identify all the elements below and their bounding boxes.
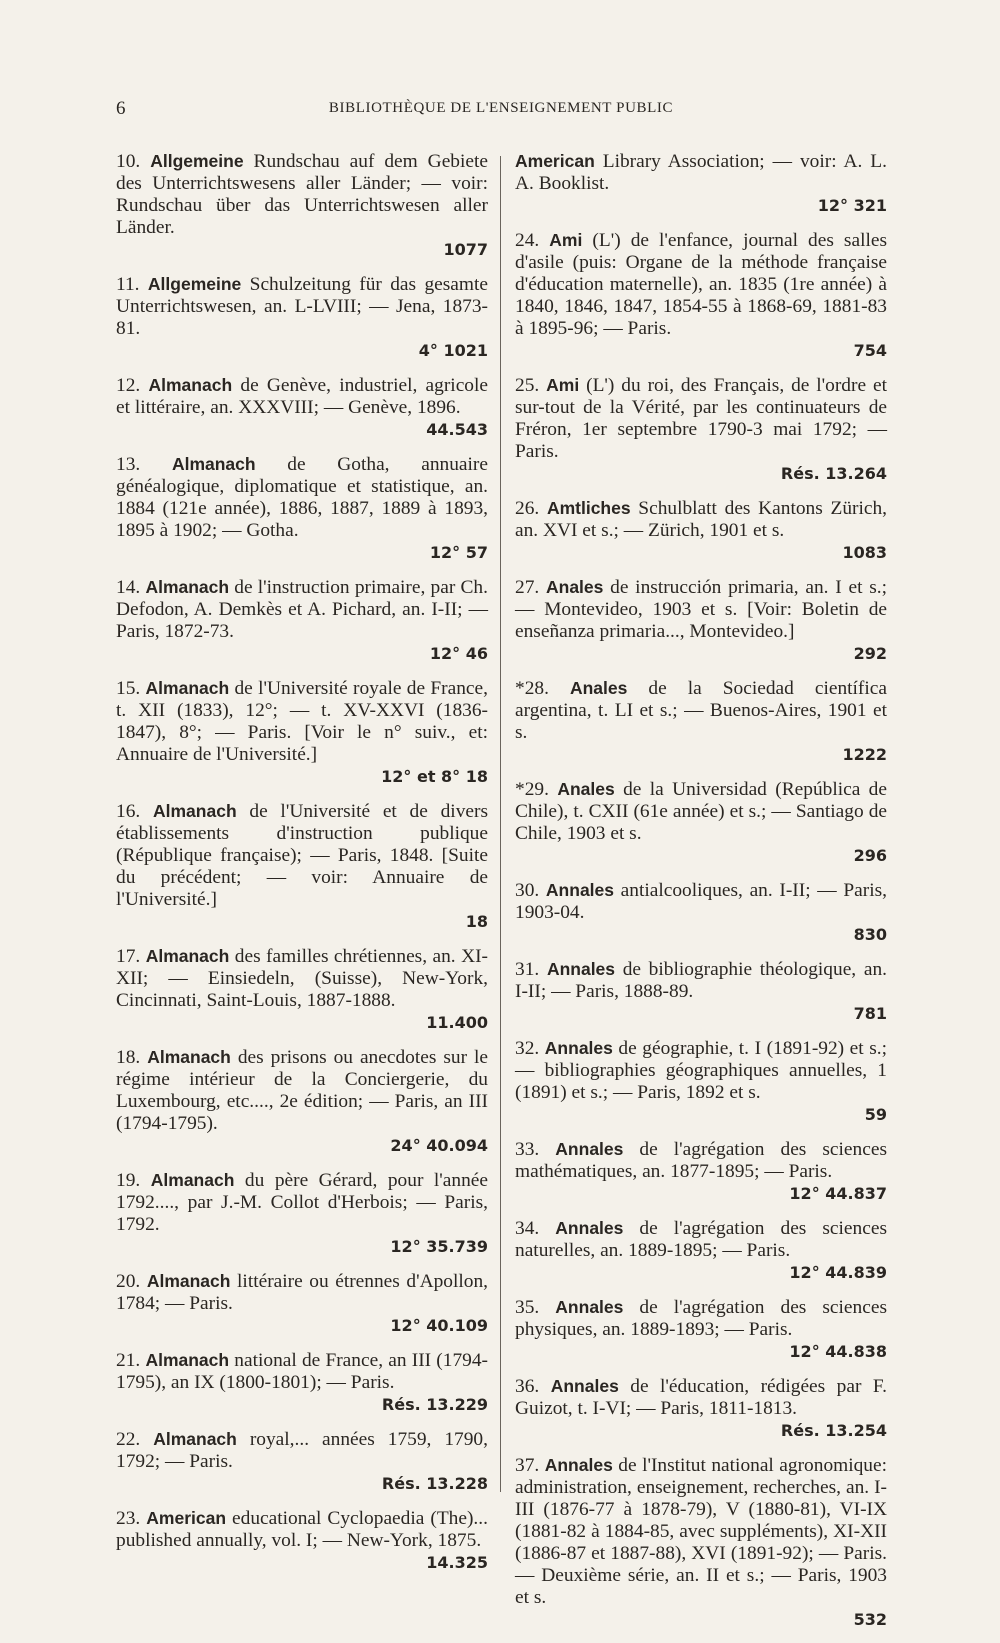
shelf-mark: Rés. 13.264 [780,464,887,483]
entry-text: de bibliographie théologique, an. I-II; — Paris, 1888-89. [515,959,887,1002]
shelf-mark: 12° 40.109 [390,1316,488,1335]
catalog-entry [515,1037,887,1126]
entry-number: 12. [116,375,141,396]
catalog-entry [515,497,887,564]
entry-text: Schulblatt des Kantons Zürich, an. XVI et s.; — Zürich, 1901 et s. [515,498,888,541]
catalog-entry [116,1428,488,1495]
shelf-mark: 1077 [443,240,488,259]
shelf-mark: 12° et 8° 18 [381,767,488,786]
entry-text: de la Universidad (República de Chile), t. CXII (61e année) et s.; — Santiago de Chile, 1903 et s. [515,779,887,844]
entry-title: Ami [546,375,580,395]
catalog-entry [515,1217,887,1284]
entry-title: Anales [546,577,604,597]
entry-number: 11. [116,274,140,295]
entry-title: Annales [555,1297,624,1317]
entry-title: Almanach [148,375,233,395]
shelf-mark: 24° 40.094 [390,1136,488,1155]
entry-text: de l'Université et de divers établissements d'instruction publique (République française); — Paris, 1848. [Suite du précédent; — voir: Annuaire de l'Université.] [116,801,488,910]
entry-title: Annales [544,1455,613,1475]
entry-number: 13. [116,454,141,475]
catalog-entry [116,150,488,261]
entry-text: de Gotha, annuaire généalogique, diplomatique et statistique, an. 1884 (121e année), 1886, 1887, 1889 à 1893, 1895 à 1902; — Gotha. [116,454,488,541]
entry-title: Amtliches [546,498,631,518]
entry-text: royal,... années 1759, 1790, 1792; — Paris. [116,1429,488,1472]
catalog-entry [116,1046,488,1157]
entry-text: de Genève, industriel, agricole et littéraire, an. XXXVIII; — Genève, 1896. [116,375,488,418]
entry-text: de l'agrégation des sciences mathématiques, an. 1877-1895; — Paris. [515,1139,887,1182]
shelf-mark: 12° 321 [817,196,887,215]
shelf-mark: Rés. 13.254 [780,1421,887,1440]
shelf-mark: Rés. 13.229 [381,1395,488,1414]
catalog-entry [515,576,887,665]
catalog-entry [116,677,488,788]
entry-title: Almanach [145,577,230,597]
entry-text: Schulzeitung für das gesamte Unterrichtswesen, an. L-LVIII; — Jena, 1873-81. [116,274,488,339]
entry-text: de l'agrégation des sciences naturelles, an. 1889-1895; — Paris. [515,1218,887,1261]
entry-title: Anales [569,678,628,698]
entry-number: 19. [116,1170,141,1191]
catalog-entry [515,374,887,485]
entry-number: 10. [116,151,141,172]
shelf-mark: 12° 57 [429,543,488,562]
catalog-entry [116,1270,488,1337]
entry-text: des familles chrétiennes, an. XI-XII; — Einsiedeln, (Suisse), New-York, Cincinnati, Saint-Louis, 1887-1888. [116,946,488,1011]
shelf-mark: 754 [853,341,887,360]
entry-text: de la Sociedad científica argentina, t. LI et s.; — Buenos-Aires, 1901 et s. [515,678,887,743]
entry-title: Annales [550,1376,619,1396]
shelf-mark: 781 [853,1004,887,1023]
catalog-entry [116,374,488,441]
catalog-entry [116,1349,488,1416]
entry-text: littéraire ou étrennes d'Apollon, 1784; — Paris. [116,1271,488,1314]
catalog-entry [515,150,887,217]
shelf-mark: 12° 44.839 [789,1263,887,1282]
entry-title: Almanach [171,454,256,474]
shelf-mark: 12° 35.739 [390,1237,488,1256]
entry-title: Almanach [153,1429,237,1449]
entry-number: 26. [515,498,540,519]
shelf-mark: 292 [853,644,887,663]
entry-title: Annales [546,959,616,979]
entry-title: Annales [555,1139,624,1159]
entry-text: de l'Institut national agronomique: administration, enseignement, recherches, an. I-III (1876-77 à 1878-79), V (1880-81), VI-IX (1881-82 à 1884-85, avec suppléments), XI-XII (1886-87 et 1887-88), XVI (1891-92); — Paris. — Deuxième série, an. II et s.; — Paris, 1903 et s. [515,1455,887,1608]
entry-number: 14. [116,577,141,598]
entry-number: 35. [515,1297,540,1318]
shelf-mark: 532 [853,1610,887,1629]
entry-number: 15. [116,678,141,699]
entry-number: 36. [515,1376,540,1397]
entry-number: 20. [116,1271,141,1292]
entry-title: Allgemeine [147,274,242,294]
catalog-entry [515,677,887,766]
entry-number: 33. [515,1139,540,1160]
entry-number: 27. [515,577,540,598]
catalog-entry [515,1296,887,1363]
entry-text: (L') du roi, des Français, de l'ordre et sur-tout de la Vérité, par les continuateurs de Fréron, 1er septembre 1790-3 mai 1792; — Paris. [515,375,887,462]
page-number: 6 [116,98,126,119]
catalog-entry [116,273,488,362]
entry-text: de l'Université royale de France, t. XII (1833), 12°; — t. XV-XXVI (1836-1847), 8°; — Paris. [Voir le n° suiv., et: Annuaire de l'Université.] [116,678,488,765]
catalog-entry [116,1507,488,1574]
entry-number: 21. [116,1350,141,1371]
page-header [116,98,886,122]
shelf-mark: 830 [853,925,887,944]
entry-text: antialcooliques, an. I-II; — Paris, 1903-04. [515,880,887,923]
catalog-entry [515,1454,887,1631]
entry-title: Almanach [147,1047,231,1067]
entry-text: national de France, an III (1794-1795), an IX (1800-1801); — Paris. [116,1350,488,1393]
entry-number: 32. [515,1038,540,1059]
entry-title: Anales [557,779,615,799]
entry-number: 24. [515,230,540,251]
entry-text: de l'agrégation des sciences physiques, an. 1889-1893; — Paris. [515,1297,887,1340]
entry-number: 37. [515,1455,540,1476]
entry-title: Almanach [146,1271,231,1291]
shelf-mark: 1222 [842,745,887,764]
catalog-entry [116,576,488,665]
shelf-mark: 12° 46 [429,644,488,663]
catalog-entry [116,453,488,564]
entry-title: Almanach [150,1170,235,1190]
left-column [116,150,488,1586]
entry-number: 18. [116,1047,141,1068]
entry-title: American [515,151,595,171]
entry-text: educational Cyclopaedia (The)... published annually, vol. I; — New-York, 1875. [116,1508,488,1551]
catalog-entry [515,879,887,946]
entry-text: de instrucción primaria, an. I et s.; — Montevideo, 1903 et s. [Voir: Boletin de enseñanza primaria..., Montevideo.] [515,577,887,642]
entry-number: 31. [515,959,540,980]
entry-text: Rundschau auf dem Gebiete des Unterrichtswesens aller Länder; — voir: Rundschau über das Unterrichtswesen aller Länder. [116,151,488,238]
entry-title: Annales [545,880,614,900]
shelf-mark: 59 [864,1105,887,1124]
entry-number: 34. [515,1218,540,1239]
entry-title: Annales [555,1218,624,1238]
shelf-mark: 1083 [842,543,887,562]
catalog-entry [116,1169,488,1258]
entry-title: Almanach [145,1350,230,1370]
entry-text: des prisons ou anecdotes sur le régime intérieur de la Conciergerie, du Luxembourg, etc...., 2e édition; — Paris, an III (1794-1795). [116,1047,489,1134]
entry-number: 25. [515,375,540,396]
catalog-entry [116,800,488,933]
entry-number: *28. [515,678,549,699]
entry-number: 16. [116,801,141,822]
entry-text: du père Gérard, pour l'année 1792...., par J.-M. Collot d'Herbois; — Paris, 1792. [116,1170,488,1235]
right-column [515,150,887,1643]
entry-title: Almanach [153,801,237,821]
entry-text: Library Association; — voir: A. L. A. Booklist. [515,151,887,194]
entry-text: (L') de l'enfance, journal des salles d'asile (puis: Organe de la méthode française d'éducation maternelle), an. 1835 (1re année) à 1840, 1846, 1847, 1854-55 à 1868-69, 1881-83 à 1895-96; — Paris. [515,230,887,339]
shelf-mark: 18 [465,912,488,931]
running-title: BIBLIOTHÈQUE DE L'ENSEIGNEMENT PUBLIC [328,100,674,116]
entry-number: 30. [515,880,540,901]
catalog-entry [116,945,488,1034]
entry-number: 22. [116,1429,141,1450]
shelf-mark: Rés. 13.228 [381,1474,488,1493]
shelf-mark: 12° 44.837 [789,1184,887,1203]
entry-title: Allgemeine [150,151,244,171]
shelf-mark: 11.400 [426,1013,488,1032]
catalog-entry [515,229,887,362]
entry-title: Almanach [145,946,230,966]
shelf-mark: 4° 1021 [418,341,488,360]
shelf-mark: 44.543 [426,420,488,439]
entry-title: American [146,1508,227,1528]
column-divider [500,156,501,1492]
entry-title: Almanach [145,678,230,698]
entry-number: 23. [116,1508,141,1529]
entry-number: *29. [515,779,549,800]
catalog-entry [515,1375,887,1442]
entry-title: Annales [544,1038,613,1058]
catalog-entry [515,958,887,1025]
entry-title: Ami [549,230,583,250]
entry-text: de l'instruction primaire, par Ch. Defodon, A. Demkès et A. Pichard, an. I-II; — Paris, 1872-73. [116,577,488,642]
shelf-mark: 296 [853,846,887,865]
entry-text: de géographie, t. I (1891-92) et s.; — bibliographies géographiques annuelles, 1 (1891) et s.; — Paris, 1892 et s. [515,1038,887,1103]
shelf-mark: 14.325 [426,1553,488,1572]
shelf-mark: 12° 44.838 [789,1342,887,1361]
entry-text: de l'éducation, rédigées par F. Guizot, t. I-VI; — Paris, 1811-1813. [515,1376,887,1419]
catalog-entry [515,778,887,867]
entry-number: 17. [116,946,141,967]
catalog-entry [515,1138,887,1205]
